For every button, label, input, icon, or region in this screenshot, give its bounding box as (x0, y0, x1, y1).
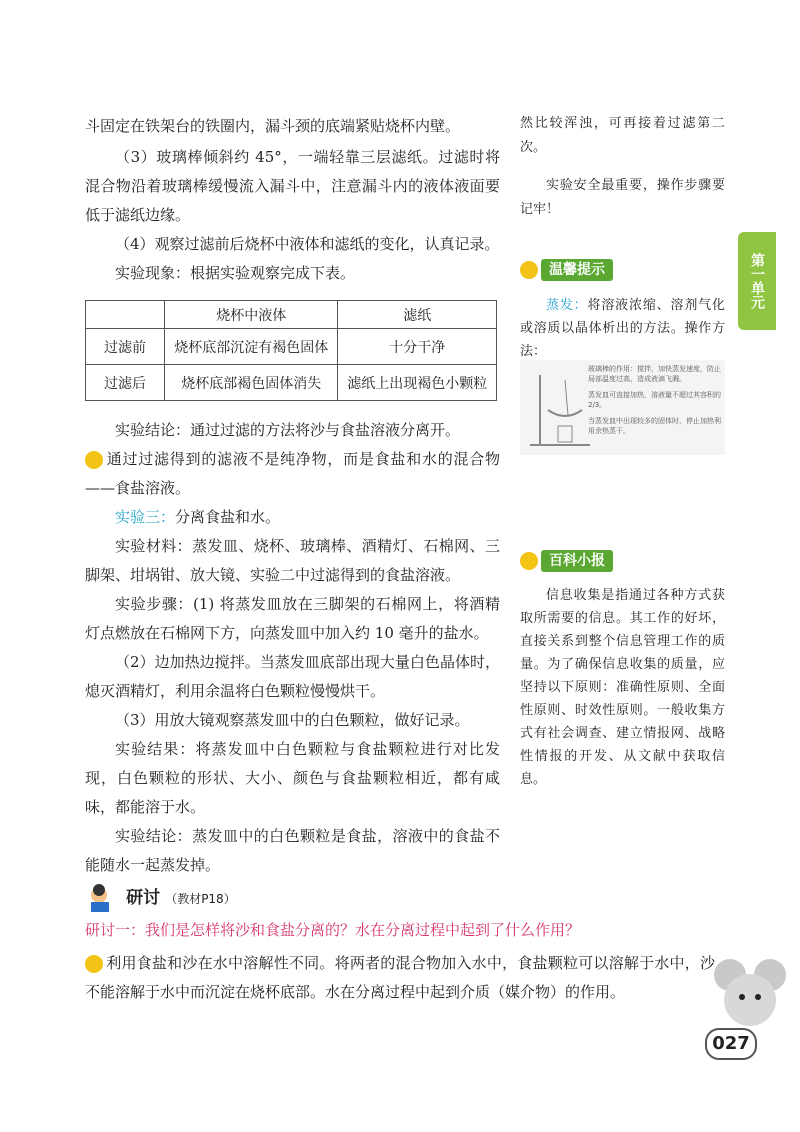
side-note: 实验安全最重要，操作步骤要记牢！ (520, 178, 725, 217)
table-header: 滤纸 (338, 301, 497, 329)
figure-note: 玻璃棒的作用：搅拌，加快蒸发速度，防止局部温度过高，造成液滴飞溅。 (588, 365, 721, 383)
answer-paragraph: 通过过滤得到的滤液不是纯净物，而是食盐和水的混合物——食盐溶液。 (85, 450, 500, 497)
unit-tab: 第一单元 (738, 232, 776, 330)
news-header (520, 550, 613, 572)
answer-paragraph: 利用食盐和沙在水中溶解性不同。将两者的混合物加入水中，食盐颗粒可以溶解于水中，沙不能溶解于水中而沉淀在烧杯底部。水在分离过程中起到介质（媒介物）的作用。 (85, 954, 715, 1001)
tip-box (520, 294, 725, 363)
discuss-note: （教材P18） (165, 892, 236, 906)
child-icon (85, 884, 121, 914)
table-cell: 烧杯底部褐色固体消失 (165, 365, 338, 401)
table-cell: 烧杯底部沉淀有褐色固体 (165, 329, 338, 365)
paragraph: 斗固定在铁架台的铁圈内，漏斗颈的底端紧贴烧杯内壁。 (85, 117, 461, 135)
table-header (86, 301, 165, 329)
side-note: 然比较浑浊，可再接着过滤第二次。 (520, 116, 725, 155)
table-cell: 滤纸上出现褐色小颗粒 (338, 365, 497, 401)
tip-title: 温馨提示 (541, 259, 613, 281)
tip-header (520, 259, 613, 281)
paragraph: （2）边加热边搅拌。当蒸发皿底部出现大量白色晶体时，熄灭酒精灯，利用余温将白色颗粒慢慢烘干。 (85, 653, 500, 700)
news-box (520, 584, 725, 791)
paragraph: 实验现象：根据实验观察完成下表。 (115, 264, 356, 282)
star-icon (85, 955, 103, 973)
star-icon (85, 451, 103, 469)
side-column (520, 112, 725, 222)
figure-note: 当蒸发皿中出现较多的固体时，停止加热利用余热蒸干。 (588, 417, 721, 435)
paragraph: 实验步骤：(1) 将蒸发皿放在三脚架的石棉网上，将酒精灯点燃放在石棉网下方，向蒸发皿中加入约 10 毫升的盐水。 (85, 595, 500, 642)
news-title: 百科小报 (541, 550, 613, 572)
mascot-icon (520, 552, 538, 570)
paragraph: 实验结论：蒸发皿中的白色颗粒是食盐，溶液中的食盐不能随水一起蒸发掉。 (85, 827, 500, 874)
table-cell: 过滤前 (86, 329, 165, 365)
paragraph: 实验三：分离食盐和水。 (115, 508, 281, 526)
tip-text: 蒸发：将溶液浓缩、溶剂气化或溶质以晶体析出的方法。操作方法： (520, 298, 725, 359)
evaporation-apparatus-icon (520, 360, 595, 455)
question: 研讨一：我们是怎样将沙和食盐分离的？水在分离过程中起到了什么作用？ (85, 921, 581, 939)
table-cell: 十分干净 (338, 329, 497, 365)
paragraph: 实验结果：将蒸发皿中白色颗粒与食盐颗粒进行对比发现，白色颗粒的形状、大小、颜色与食盐颗粒相近，都有咸味，都能溶于水。 (85, 740, 500, 816)
table-cell: 过滤后 (86, 365, 165, 401)
paragraph: 实验结论：通过过滤的方法将沙与食盐溶液分离开。 (115, 421, 461, 439)
discuss-header (85, 883, 236, 914)
evaporation-figure (520, 360, 725, 455)
paragraph: 实验材料：蒸发皿、烧杯、玻璃棒、酒精灯、石棉网、三脚架、坩埚钳、放大镜、实验二中过滤得到的食盐溶液。 (85, 537, 500, 584)
discuss-section (85, 916, 715, 1007)
paragraph: （3）玻璃棒倾斜约 45°，一端轻靠三层滤纸。过滤时将混合物沿着玻璃棒缓慢流入漏斗中，注意漏斗内的液体液面要低于滤纸边缘。 (85, 148, 500, 224)
figure-note: 蒸发皿可直接加热，溶液量不超过其容积的 2/3。 (588, 391, 721, 409)
table-header: 烧杯中液体 (165, 301, 338, 329)
paragraph: （4）观察过滤前后烧杯中液体和滤纸的变化，认真记录。 (115, 235, 500, 253)
discuss-title: 研讨 (126, 888, 161, 908)
owl-icon (520, 261, 538, 279)
page-number: 027 (705, 1028, 757, 1060)
observation-table (85, 300, 497, 401)
news-text: 信息收集是指通过各种方式获取所需要的信息。其工作的好坏，直接关系到整个信息管理工作的质量。为了确保信息收集的质量，应坚持以下原则：准确性原则、全面性原则、时效性原则。一般收集方式有社会调查、建立情报网、战略性情报的开发、从文献中获取信息。 (520, 588, 725, 787)
main-column-lower (85, 416, 500, 880)
experiment-title: 实验三： (115, 508, 176, 526)
paragraph: （3）用放大镜观察蒸发皿中的白色颗粒，做好记录。 (115, 711, 470, 729)
main-column (85, 112, 500, 288)
